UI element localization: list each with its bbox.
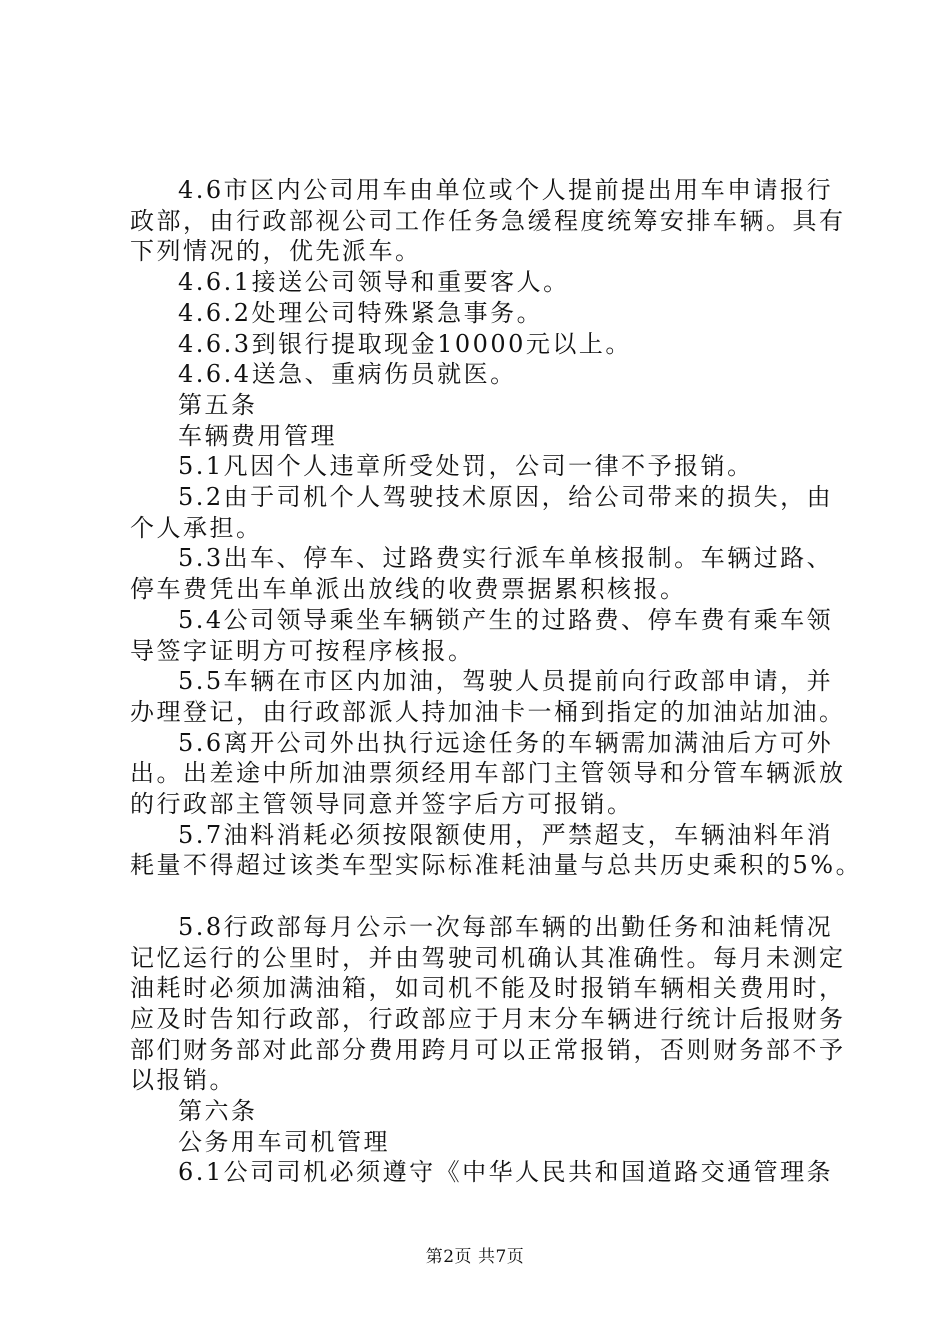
page-footer: 第2页 共7页 (425, 1247, 525, 1267)
paragraph-line: 部们财务部对此部分费用跨月可以正常报销，否则财务部不予 (130, 1035, 846, 1064)
paragraph-line: 5.2由于司机个人驾驶技术原因，给公司带来的损失，由 (178, 483, 834, 512)
paragraph-line: 个人承担。 (130, 513, 263, 542)
section-title: 车辆费用管理 (178, 421, 337, 450)
paragraph-line: 5.6离开公司外出执行远途任务的车辆需加满油后方可外 (178, 728, 834, 757)
paragraph-line: 以报销。 (130, 1066, 236, 1095)
paragraph-line: 4.6.1接送公司领导和重要客人。 (178, 268, 570, 297)
paragraph-line: 政部，由行政部视公司工作任务急缓程度统筹安排车辆。具有 (130, 206, 846, 235)
paragraph-line: 4.6.4送急、重病伤员就医。 (178, 360, 517, 389)
paragraph-line: 5.3出车、停车、过路费实行派车单核报制。车辆过路、 (178, 544, 834, 573)
paragraph-line: 6.1公司司机必须遵守《中华人民共和国道路交通管理条 (178, 1158, 834, 1187)
paragraph-line: 4.6.3到银行提取现金10000元以上。 (178, 329, 632, 358)
paragraph-line: 应及时告知行政部，行政部应于月末分车辆进行统计后报财务 (130, 1004, 846, 1033)
section-heading: 第六条 (178, 1097, 258, 1126)
paragraph-line: 记忆运行的公里时，并由驾驶司机确认其准确性。每月未测定 (130, 943, 846, 972)
paragraph-line: 5.8行政部每月公示一次每部车辆的出勤任务和油耗情况 (178, 912, 834, 941)
paragraph-line: 的行政部主管领导同意并签字后方可报销。 (130, 790, 634, 819)
blank-line (130, 881, 845, 912)
section-title: 公务用车司机管理 (178, 1127, 390, 1156)
paragraph-line: 5.4公司领导乘坐车辆锁产生的过路费、停车费有乘车领 (178, 605, 834, 634)
paragraph-line: 5.5车辆在市区内加油，驾驶人员提前向行政部申请，并 (178, 667, 834, 696)
paragraph-line: 5.1凡因个人违章所受处罚，公司一律不予报销。 (178, 452, 754, 481)
paragraph-line: 出。出差途中所加油票须经用车部门主管领导和分管车辆派放 (130, 759, 846, 788)
paragraph-line: 办理登记，由行政部派人持加油卡一桶到指定的加油站加油。 (130, 697, 846, 726)
paragraph-line: 油耗时必须加满油箱，如司机不能及时报销车辆相关费用时， (130, 974, 846, 1003)
paragraph-line: 下列情况的，优先派车。 (130, 237, 422, 266)
paragraph-line: 4.6.2处理公司特殊紧急事务。 (178, 298, 544, 327)
paragraph-line: 耗量不得超过该类车型实际标准耗油量与总共历史乘积的5%。 (130, 851, 863, 880)
paragraph-line: 5.7油料消耗必须按限额使用，严禁超支，车辆油料年消 (178, 820, 834, 849)
section-heading: 第五条 (178, 390, 258, 419)
body-text (130, 175, 863, 1188)
paragraph-line: 4.6市区内公司用车由单位或个人提前提出用车申请报行 (178, 176, 834, 204)
paragraph-line: 导签字证明方可按程序核报。 (130, 636, 475, 665)
paragraph-line: 停车费凭出车单派出放线的收费票据累积核报。 (130, 575, 687, 604)
